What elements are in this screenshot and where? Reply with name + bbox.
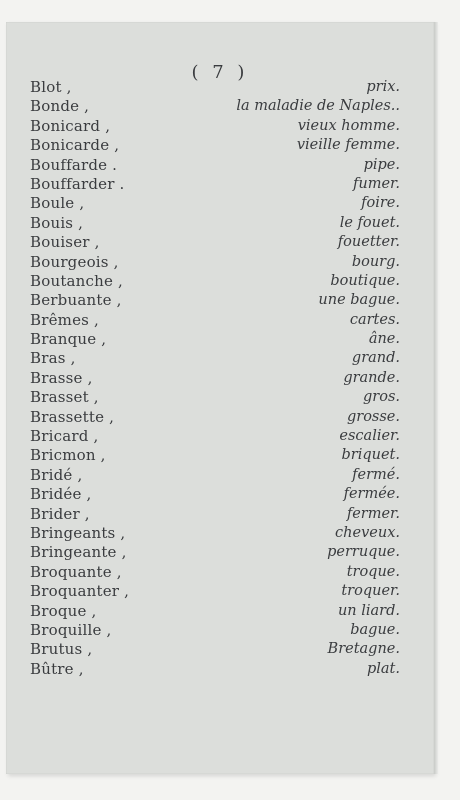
entry-definition: grosse. (346, 408, 400, 425)
entry-term: Bringeante , (30, 543, 127, 562)
entry-term: Brasset , (30, 388, 99, 407)
entry-definition: fermer. (346, 505, 400, 522)
entry-term: Bricard , (30, 427, 99, 446)
entry-definition: troque. (346, 563, 400, 580)
entry-definition: fumer. (353, 175, 400, 192)
glossary-list (6, 78, 434, 679)
entry-term: Broque , (30, 601, 97, 620)
entry-term: Bouffarder . (30, 174, 125, 193)
entry-definition: briquet. (341, 447, 400, 464)
glossary-entry (6, 369, 434, 388)
glossary-entry (6, 524, 434, 543)
entry-definition: escalier. (339, 428, 400, 445)
entry-term: Boule , (30, 194, 85, 213)
glossary-entry (6, 582, 434, 601)
entry-term: Branque , (30, 330, 107, 349)
entry-definition: foire. (361, 195, 400, 212)
entry-term: Bricmon , (30, 446, 106, 465)
entry-term: Bonicarde , (30, 136, 120, 155)
glossary-entry (6, 233, 434, 252)
glossary-entry (6, 194, 434, 213)
entry-term: Brasse , (30, 368, 93, 387)
entry-term: Broquanter , (30, 582, 130, 601)
entry-term: Bouiser , (30, 233, 100, 252)
entry-term: Brider , (30, 504, 90, 523)
glossary-entry (6, 427, 434, 446)
glossary-entry (6, 640, 434, 659)
entry-definition: cheveux. (335, 524, 400, 541)
glossary-entry (6, 349, 434, 368)
glossary-entry (6, 408, 434, 427)
entry-definition: troquer. (341, 583, 400, 600)
glossary-entry (6, 388, 434, 407)
entry-term: Brêmes , (30, 310, 100, 329)
entry-definition: prix. (366, 79, 400, 95)
glossary-entry (6, 272, 434, 291)
glossary-entry (6, 136, 434, 155)
glossary-entry (6, 253, 434, 272)
entry-term: Bonde , (30, 97, 90, 116)
entry-term: Bonicard , (30, 116, 111, 135)
entry-definition: pipe. (363, 156, 400, 173)
entry-definition: boutique. (330, 272, 400, 289)
glossary-entry (6, 505, 434, 524)
glossary-entry (6, 291, 434, 310)
entry-definition: gros. (363, 389, 400, 406)
entry-term: Bridé , (30, 465, 83, 484)
glossary-entry (6, 446, 434, 465)
entry-definition: fermée. (343, 486, 400, 503)
entry-definition: grand. (351, 350, 400, 367)
page-number: ( 7 ) (191, 62, 249, 83)
entry-term: Bridée , (30, 485, 92, 504)
entry-definition: perruque. (327, 544, 400, 561)
entry-term: Berbuante , (30, 291, 122, 310)
glossary-entry (6, 78, 434, 97)
entry-definition: bague. (350, 621, 400, 638)
glossary-entry (6, 175, 434, 194)
glossary-entry (6, 330, 434, 349)
glossary-entry (6, 466, 434, 485)
entry-definition: fouetter. (337, 234, 400, 251)
entry-definition: le fouet. (339, 214, 400, 231)
entry-term: Brassette , (30, 407, 115, 426)
entry-definition: vieille femme. (296, 137, 400, 154)
entry-term: Bouis , (30, 213, 84, 232)
entry-term: Blot , (30, 78, 72, 96)
entry-term: Bringeants , (30, 523, 126, 542)
glossary-entry (6, 97, 434, 116)
entry-definition: grande. (343, 369, 400, 386)
entry-term: Bras , (30, 349, 76, 368)
glossary-entry (6, 563, 434, 582)
entry-definition: fermé. (352, 466, 400, 483)
entry-definition: une bague. (318, 292, 400, 309)
entry-definition: Bretagne. (327, 641, 400, 658)
entry-definition: vieux homme. (297, 117, 400, 134)
entry-term: Broquante , (30, 562, 122, 581)
entry-term: Bourgeois , (30, 252, 119, 271)
glossary-entry (6, 156, 434, 175)
entry-term: Bouffarde . (30, 155, 118, 174)
glossary-entry (6, 311, 434, 330)
glossary-entry (6, 117, 434, 136)
entry-term: Boutanche , (30, 271, 124, 290)
entry-definition: la maladie de Naples.. (236, 98, 400, 115)
glossary-entry (6, 214, 434, 233)
entry-term: Bûtre , (30, 659, 84, 678)
entry-definition: un liard. (337, 602, 400, 619)
entry-definition: bourg. (351, 253, 400, 270)
glossary-entry (6, 543, 434, 562)
entry-definition: âne. (368, 331, 400, 348)
book-page (6, 22, 434, 774)
glossary-entry (6, 660, 434, 679)
entry-definition: cartes. (349, 311, 400, 328)
entry-definition: plat. (366, 660, 400, 677)
entry-term: Brutus , (30, 640, 93, 659)
glossary-entry (6, 485, 434, 504)
page-edge-shadow (434, 22, 438, 774)
glossary-entry (6, 602, 434, 621)
entry-term: Broquille , (30, 620, 112, 639)
glossary-entry (6, 621, 434, 640)
